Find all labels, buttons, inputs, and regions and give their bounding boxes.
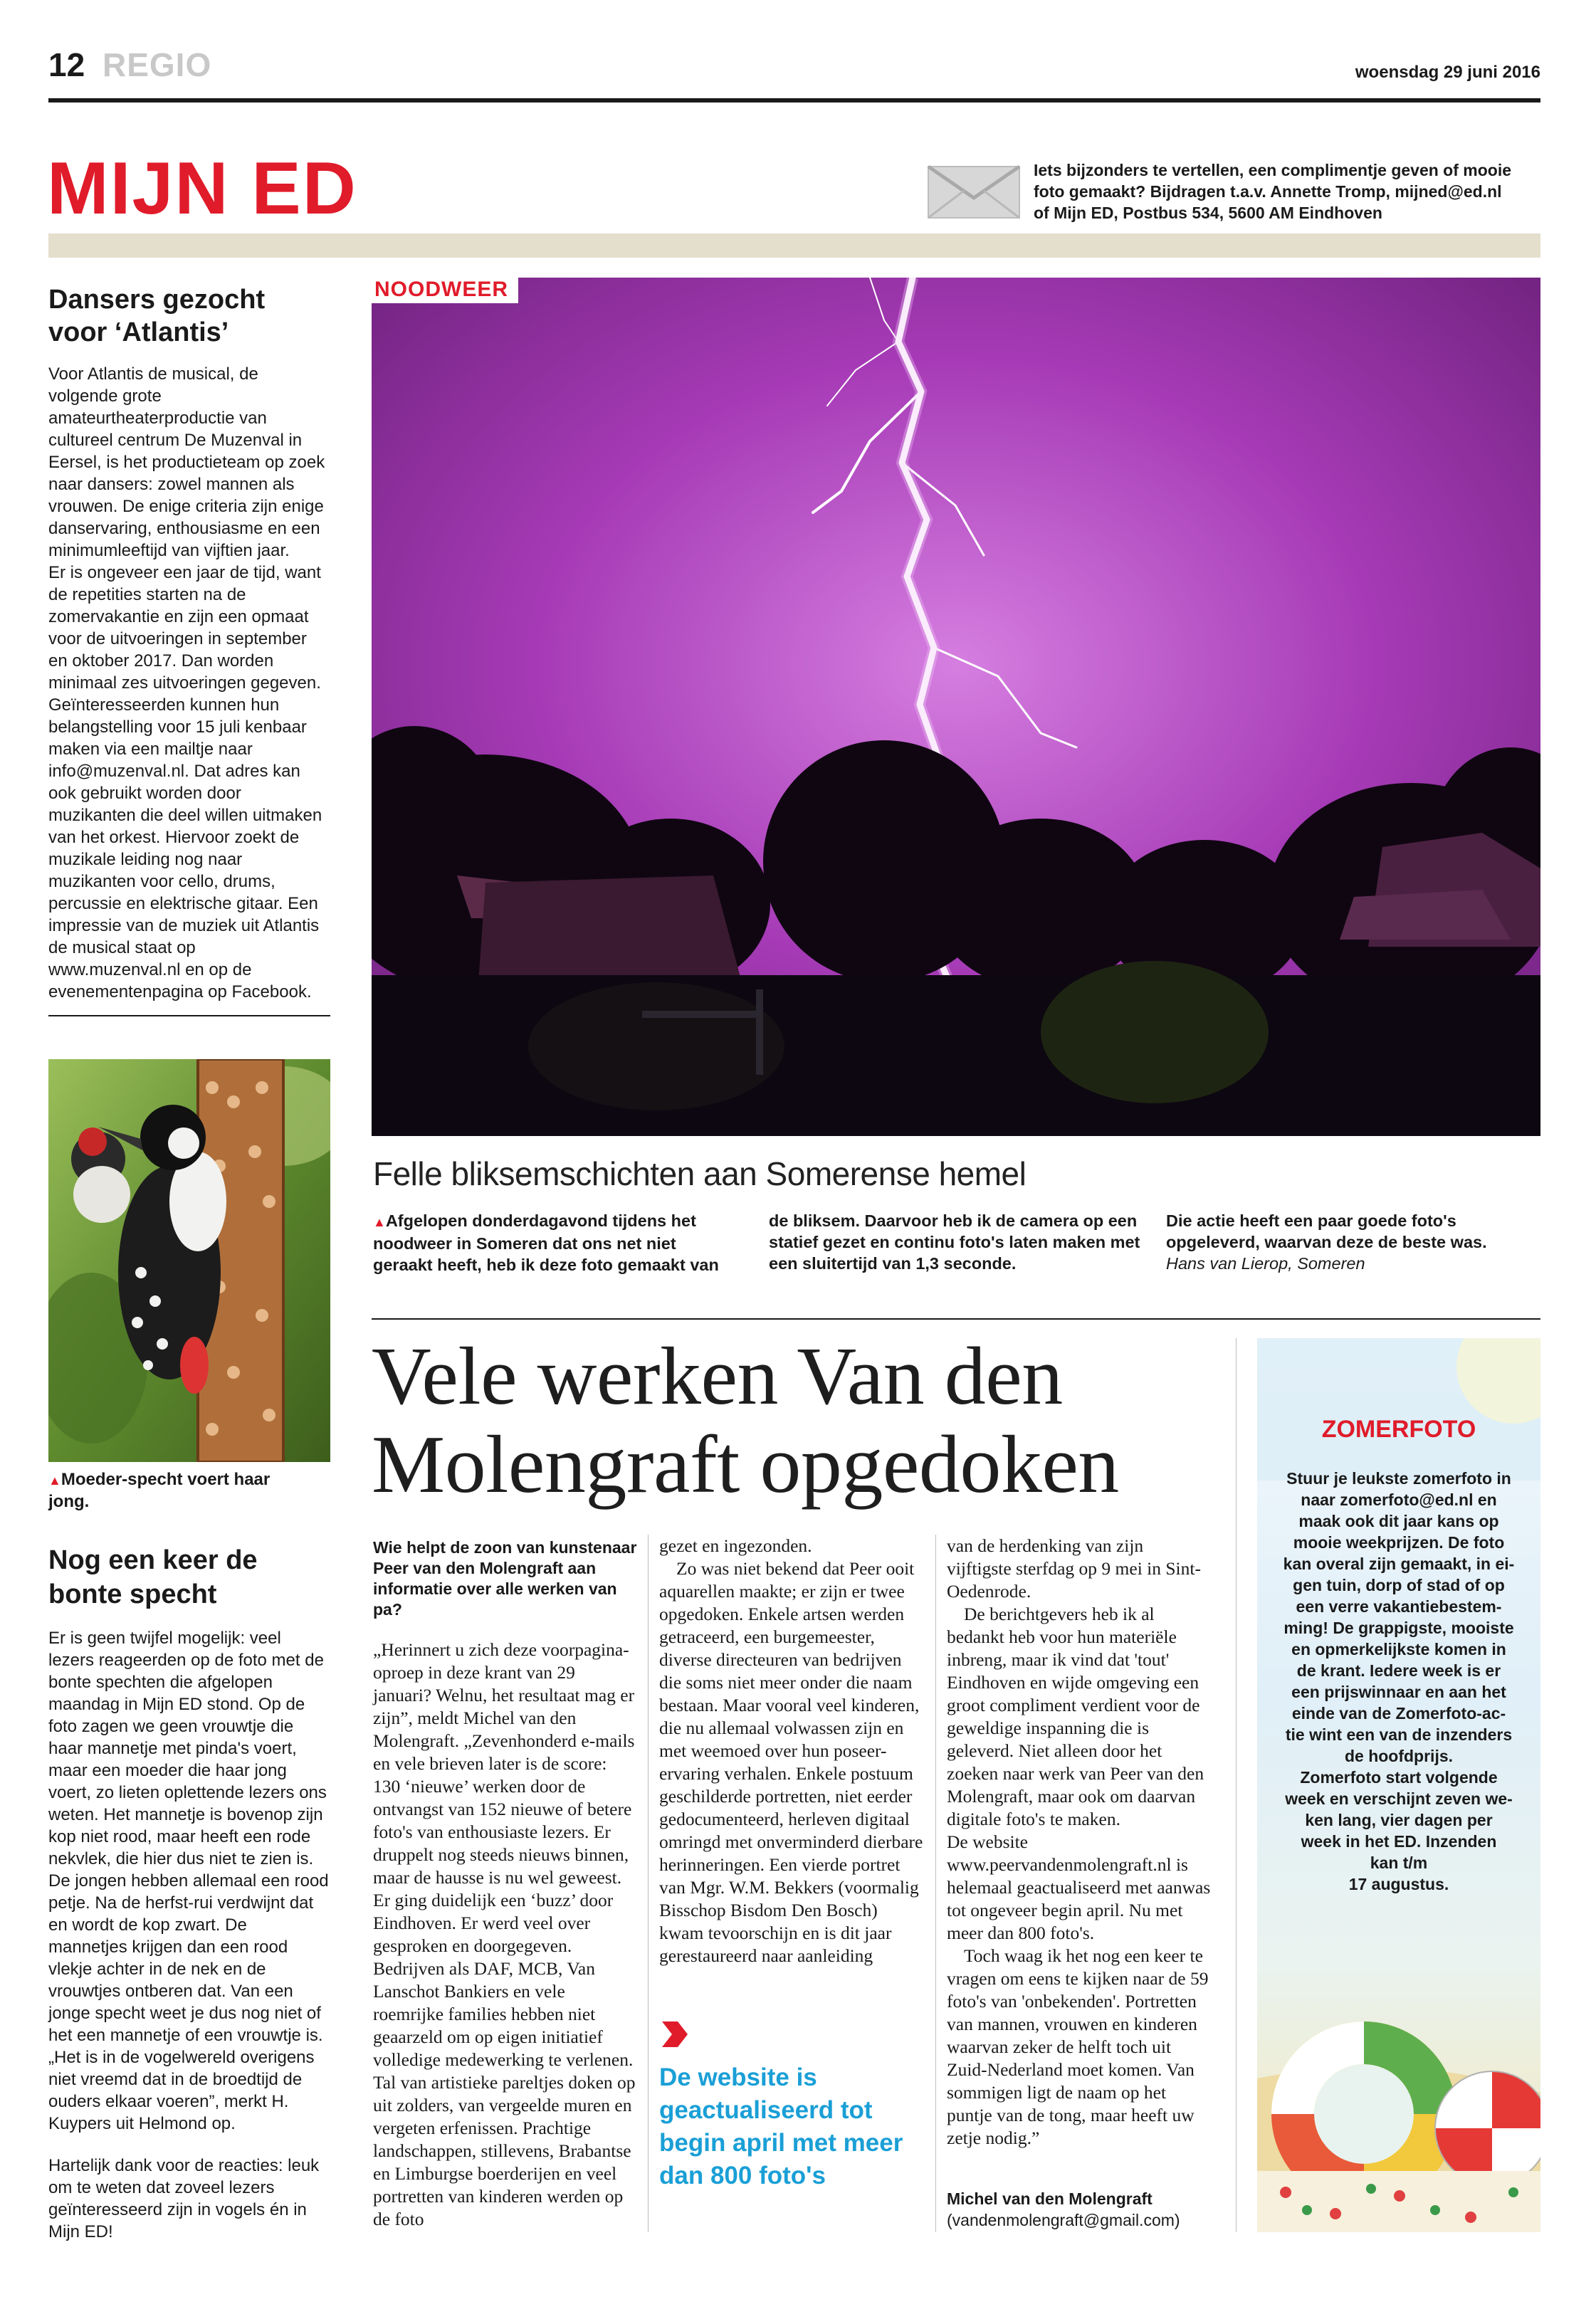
caption-text: Afgelopen donderdagavond tijdens het noodweer in Someren dat ons net niet geraakt heeft, heb ik deze foto gemaakt van (373, 1211, 719, 1274)
photo-text-col3 (1166, 1210, 1542, 1274)
text-line: einde van de Zomerfoto-ac- (1291, 1704, 1506, 1723)
article-headline (48, 283, 330, 349)
paragraph: Hartelijk dank voor de reacties: leuk om te weten dat zoveel lezers geïnteresseerd zijn in vogels én in Mijn ED! (48, 2156, 320, 2241)
contact-line: Iets bijzonders te vertellen, een complimentje geven of mooie (1034, 161, 1512, 179)
text-line: kan t/m (1370, 1854, 1428, 1872)
left-article-dansers (48, 283, 330, 1003)
photo-text-col2: de bliksem. Daarvoor heb ik de camera op een statief gezet en continu foto's laten maken met een sluitertijd van 1,3 seconde. (769, 1211, 1140, 1273)
woodpecker-caption (48, 1469, 330, 1513)
headline-line: Dansers gezocht (48, 285, 266, 315)
headline-line: Molengraft opgedoken (372, 1419, 1119, 1510)
left-article-specht (48, 1543, 330, 2243)
lightning-photo (372, 278, 1540, 1136)
main-intro: Wie helpt de zoon van kunstenaar Peer van den Molengraft aan informatie over alle werken van pa? (373, 1538, 637, 1619)
signature (947, 2188, 1232, 2231)
caption-line: jong. (48, 1492, 90, 1511)
text-line: gen tuin, dorp of stad of op (1293, 1576, 1505, 1594)
zomerfoto-title: ZOMERFOTO (1321, 1416, 1476, 1443)
headline-line: bonte specht (48, 1579, 217, 1609)
text-line: Stuur je leukste zomerfoto in (1286, 1469, 1511, 1488)
main-col3 (947, 1535, 1212, 2150)
paragraph: van de herdenking van zijn vijftigste sterfdag op 9 mei in Sint-Oedenrode. (947, 1535, 1201, 1602)
article-body (48, 363, 330, 1003)
text-line: ming! De grappigste, mooiste (1283, 1619, 1514, 1637)
zomerfoto-box (1257, 1338, 1540, 2232)
left-divider (48, 1015, 330, 1016)
woodpecker-photo (48, 1059, 330, 1462)
issue-date: woensdag 29 juni 2016 (1355, 63, 1540, 82)
zomerfoto-text (1267, 1468, 1531, 1895)
contact-line: of Mijn ED, Postbus 534, 5600 AM Eindhoven (1034, 204, 1382, 222)
photo-byline: Hans van Lierop, Someren (1166, 1254, 1365, 1273)
mail-envelope-icon (927, 165, 1021, 219)
text-line: week en verschijnt zeven we- (1285, 1789, 1513, 1808)
contact-info (1034, 159, 1511, 224)
caption-text: Moeder-specht voert haar (61, 1470, 271, 1489)
text-line: maak ook dit jaar kans op (1298, 1512, 1499, 1530)
pullquote-arrow-icon (661, 2020, 689, 2049)
main-col1 (373, 1639, 638, 2231)
text-line: de krant. Iedere week is er (1296, 1661, 1501, 1680)
masthead-title: MIJN ED (47, 147, 357, 230)
text-line: ken lang, vier dagen per (1305, 1811, 1493, 1829)
headline-line: Nog een keer de (48, 1545, 258, 1575)
paragraph: De website www.peervandenmolengraft.nl is helemaal geactualiseerd met aanwas tot ongeveer begin april. Nu met meer dan 800 foto's. (947, 1831, 1211, 1943)
caption-text: Die actie heeft een paar goede foto's opgeleverd, waarvan deze de beste was. (1166, 1211, 1487, 1251)
article-headline (48, 1543, 330, 1611)
text-line: een verre vakantiebestem- (1296, 1597, 1502, 1616)
paragraph: gezet en ingezonden. (659, 1535, 812, 1556)
headline-line: Vele werken Van den (372, 1331, 1063, 1422)
paragraph: Er is geen twijfel mogelijk: veel lezers reageerden op de foto met de bonte spechten die afgelopen maandag in Mijn ED stond. Op de foto zagen we geen vrouwtje die haar mannetje met pinda's voert, maar een moeder die haar jong voert, zo lieten oplettende lezers ons weten. Het mannetje is bovenop zijn kop niet rood, maar heeft een rode nekvlek, die hier dus niet te zien is. De jongen hebben allemaal een rood petje. Na de herfst-rui verdwijnt dat en wordt de kop zwart. De mannetjes krijgen dan een rood vlekje achter in de nek en de vrouwtjes ontberen dat. Van een jonge specht weet je dus nog niet of het een mannetje of een vrouwtje is. (48, 1629, 329, 2045)
main-col2 (659, 1535, 924, 1967)
header-rule (48, 98, 1540, 102)
paragraph: Toch waag ik het nog een keer te vragen om eens te kijken naar de 59 foto's van 'onbekenden'. Portretten van mannen, vrouwen en kinderen waarvan zeker de helft toch uit Zuid-Nederland moet komen. Van sommigen ligt de naam op het puntje van de tong, maar heeft uw zetje nodig.” (947, 1945, 1209, 2148)
text-line: tie wint een van de inzenders (1285, 1725, 1513, 1744)
text-line: een prijswinnaar en aan het (1291, 1683, 1506, 1701)
triangle-icon: ▲ (373, 1215, 386, 1229)
paragraph: Er is ongeveer een jaar de tijd, want de repetities starten na de zomervakantie en zijn een opmaat voor de uitvoeringen in september en oktober 2017. Dan worden minimaal zes uitvoeringen gegeven. (48, 563, 321, 693)
photo-headline: Felle bliksemschichten aan Somerense hemel (373, 1155, 1027, 1192)
paragraph: „Het is in de vogelwereld overigens niet vreemd dat in de broedtijd de ouders elkaar voeren”, merkt H. Kuypers uit Helmond op. (48, 2048, 315, 2133)
text-line: Zomerfoto start volgende (1300, 1768, 1498, 1787)
pullquote: De website is geactualiseerd tot begin april met meer dan 800 foto's (659, 2063, 903, 2189)
paragraph: Voor Atlantis de musical, de volgende grote amateurtheaterproductie van cultureel centrum De Muzenval in Eersel, is het productieteam op zoek naar dansers: zowel mannen als vrouwen. De enige criteria zijn enige danservaring, enthousiasme en een minimumleeftijd van vijftien jaar. (48, 364, 325, 560)
text-line: naar zomerfoto@ed.nl en (1301, 1490, 1497, 1509)
text-line: 17 augustus. (1348, 1875, 1449, 1893)
column-rule (1236, 1338, 1237, 2232)
headline-line: voor ‘Atlantis’ (48, 317, 229, 347)
text-line: de hoofdprijs. (1344, 1747, 1454, 1765)
main-headline (372, 1332, 1226, 1509)
article-body (48, 1627, 330, 2243)
signature-name: Michel van den Molengraft (947, 2189, 1153, 2208)
paragraph: Geïnteresseerden kunnen hun belangstelling voor 15 juli kenbaar maken via een mailtje naar info@muzenval.nl. Dat adres kan ook gebruikt worden door muzikanten die deel willen uitmaken van het orkest. Hiervoor zoekt de muzikale leiding nog naar muzikanten voor cello, drums, percussie en elektrische gitaar. Een impressie van de muziek uit Atlantis de musical staat op www.muzenval.nl en op de evenementenpagina op Facebook. (48, 695, 322, 1001)
photo-text-col1 (373, 1210, 736, 1276)
column-rule (935, 1535, 936, 2232)
caption-line (48, 1469, 330, 1491)
paragraph: De berichtgevers heb ik al bedankt heb voor hun materiële inbreng, maar ik vind dat 'tout' Eindhoven en wijde omgeving een groot compliment verdient voor de geweldige inspanning die is geleverd. Niet alleen door het zoeken naar werk van Peer van den Molengraft, maar ook om daarvan digitale foto's te maken. (947, 1604, 1204, 1829)
signature-email: (vandenmolengraft@gmail.com) (947, 2211, 1180, 2229)
text-line: week in het ED. Inzenden (1301, 1832, 1497, 1851)
paragraph: Zo was niet bekend dat Peer ooit aquarellen maakte; er zijn er twee opgedoken. Enkele artsen werden getraceerd, een burgemeester, diverse directeuren van bedrijven die soms niet meer onder die naam bestaan. Maar vooral veel kinderen, die nu allemaal volwassen zijn en met weemoed over hun poseer-ervaring verhalen. Enkele postuum geschilderde portretten, niet eerder gedocumenteerd, herleven digitaal omringd met onverminderd dierbare herinneringen. Een vierde portret van Mgr. W.M. Bekkers (voormalig Bisschop Bisdom Den Bosch) kwam tevoorschijn en is dit jaar gerestaureerd naar aanleiding (659, 1558, 923, 1966)
contact-line: foto gemaakt? Bijdragen t.a.v. Annette Tromp, mijned@ed.nl (1034, 182, 1502, 201)
column-rule (648, 1535, 649, 2232)
text-line: en opmerkelijkste komen in (1291, 1640, 1506, 1658)
section-name: REGIO (103, 46, 212, 83)
paragraph: „Herinnert u zich deze voorpagina-oproep in deze krant van 29 januari? Welnu, het resultaat mag er zijn”, meldt Michel van den Molengraft. „Zevenhonderd e-mails en vele brieven later is de score: 130 ‘nieuwe’ werken door de ontvangst van 152 nieuwe of betere foto's van enthousiaste lezers. Er druppelt nog steeds nieuws binnen, maar de hausse is nu wel geweest. Er ging duidelijk een ‘buzz’ door Eindhoven. Er werd veel over gesproken en doorgegeven. Bedrijven als DAF, MCB, Van Lanschot Bankiers en vele roemrijke families hebben niet geaarzeld om op eigen initiatief volledige medewerking te verlenen. Tal van artistieke pareltjes doken op uit zolders, van vergeelde muren en vergeten erfenissen. Prachtige landschappen, stillevens, Brabantse en Limburgse boerderijen en veel portretten van kinderen werden op de foto (373, 1639, 636, 2229)
text-line: mooie weekprijzen. De foto (1293, 1533, 1505, 1552)
triangle-icon: ▲ (48, 1473, 61, 1488)
masthead-band (48, 233, 1540, 258)
photo-divider (372, 1318, 1540, 1320)
page-number: 12 (48, 46, 85, 83)
noodweer-label: NOODWEER (372, 276, 518, 303)
text-line: kan overal zijn gemaakt, in ei- (1283, 1555, 1515, 1573)
